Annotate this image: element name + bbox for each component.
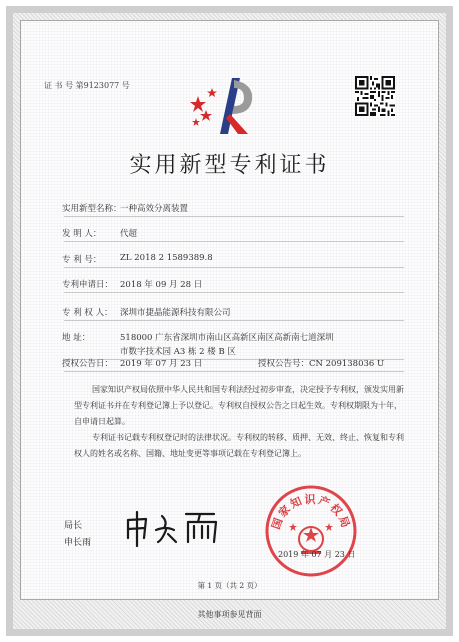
field-label: 地 址：	[62, 333, 91, 343]
field-value: 518000 广东省深圳市南山区高新区南区高新南七道深圳	[120, 333, 334, 343]
legal-paragraph-2: 专利证书记载专利权登记时的法律状况。专利权的转移、质押、无效、终止、恢复和专利权人的姓名或名称、国籍、地址变更等事项记载在专利登记簿上。	[74, 433, 404, 458]
divider	[64, 267, 404, 268]
field-label: 发 明 人：	[62, 229, 102, 239]
divider	[64, 320, 404, 321]
footer-note: 其他事项参见背面	[197, 610, 262, 619]
field-label: 专 利 号：	[62, 255, 102, 265]
field-value: 深圳市捷晶能源科技有限公司	[120, 308, 231, 318]
divider	[64, 371, 404, 372]
field-value: ZL 2018 2 1589389.8	[120, 253, 213, 263]
certificate-number: 证 书 号 第9123077 号	[44, 81, 130, 90]
certificate-title: 实用新型专利证书	[129, 153, 330, 178]
field-grant-publication-number: 授权公告号：CN 209138036 U	[258, 359, 385, 369]
field-label: 专利申请日：	[62, 280, 114, 290]
field-value: 市数字技术园 A3 栋 2 楼 B 区	[120, 347, 236, 357]
field-label: 专 利 权 人：	[62, 308, 113, 318]
field-value: 2019 年 07 月 23 日	[120, 359, 203, 369]
field-label: 实用新型名称：	[62, 204, 122, 214]
legal-paragraph-1: 国家知识产权局依照中华人民共和国专利法经过初步审查，决定授予专利权，颁发实用新型专利证书并在专利登记簿上予以登记。专利权自授权公告之日起生效。专利权期限为十年，自申请日起算。	[74, 385, 404, 426]
signature-name: 申长雨	[64, 538, 92, 548]
divider	[64, 216, 404, 217]
seal-text: 国家知识产权局	[269, 493, 353, 532]
field-label: 授权公告日：	[62, 359, 114, 369]
issue-date: 2019 年 07 月 23 日	[278, 550, 356, 559]
cnipa-emblem-icon	[190, 70, 262, 142]
divider	[64, 292, 404, 293]
signature-title: 局长	[64, 521, 83, 531]
qr-code-icon	[355, 76, 395, 116]
field-value: 2018 年 09 月 28 日	[120, 280, 203, 290]
field-value: 一种高效分离装置	[120, 204, 189, 214]
page-indicator: 第 1 页（共 2 页）	[197, 581, 262, 590]
official-seal-icon	[263, 483, 359, 579]
field-value: 代超	[120, 229, 138, 239]
divider	[64, 241, 404, 242]
handwritten-signature-icon	[122, 508, 232, 548]
